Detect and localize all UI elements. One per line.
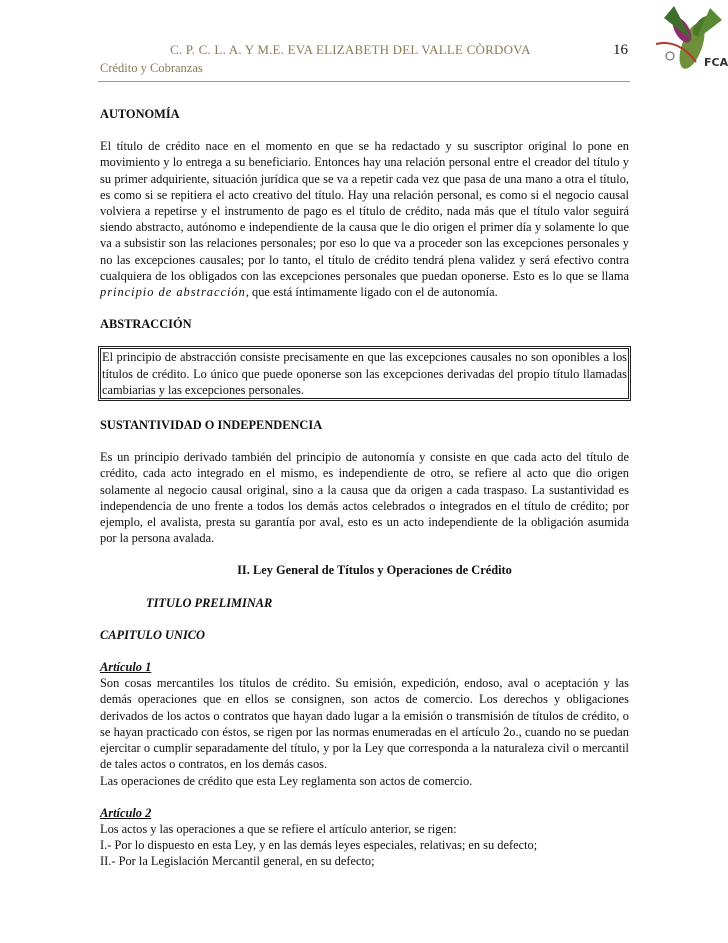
article-1-text-2: Las operaciones de crédito que esta Ley reglamenta son actos de comercio. <box>100 773 473 788</box>
heading-sustantividad: SUSTANTIVIDAD O INDEPENDENCIA <box>100 418 323 433</box>
article-1-title: Artículo 1 <box>100 660 152 675</box>
article-1 <box>100 659 629 789</box>
autonomia-text-end: , que está íntimamente ligado con el de autonomía. <box>245 285 498 300</box>
article-1-text: Son cosas mercantiles los títulos de crédito. Su emisión, expedición, endoso, aval o aceptación y las demás operaciones que en ellos se consignen, son actos de comercio. Los derechos y obligaciones derivados de los actos o contratos que hayan dado lugar a la emisión o transmisión de títulos de crédito, o se hayan practicado con éstos, se rigen por las normas enumeradas en el artículo 2o., cuando no se puedan ejercitar o cumplir separadamente del título, y por la Ley que corresponda a la naturaleza civil o mercantil de tales actos o contratos, en los demás casos. <box>100 676 629 772</box>
autonomia-italic-term: principio de abstracción <box>100 285 246 300</box>
header-author: C. P. C. L. A. Y M.E. EVA ELIZABETH DEL VALLE CÒRDOVA <box>170 42 531 57</box>
fca-logo <box>652 0 728 80</box>
heading-abstraccion: ABSTRACCIÓN <box>100 317 192 332</box>
paragraph-autonomia <box>100 138 629 300</box>
heading-autonomia: AUTONOMÍA <box>100 107 180 121</box>
header-subject: Crédito y Cobranzas <box>100 61 203 75</box>
heading-ley-general: II. Ley General de Títulos y Operaciones de Crédito <box>237 563 512 578</box>
article-2-line: II.- Por la Legislación Mercantil general, en su defecto; <box>100 854 375 869</box>
article-2-title: Artículo 2 <box>100 805 152 820</box>
article-2-line: I.- Por lo dispuesto en esta Ley, y en las demás leyes especiales, relativas; en su defecto; <box>100 838 538 853</box>
page-number: 16 <box>613 42 628 58</box>
article-2-line: Los actos y las operaciones a que se refiere el artículo anterior, se rigen: <box>100 821 457 836</box>
document-body <box>100 106 629 886</box>
article-2 <box>100 805 629 870</box>
heading-titulo-preliminar: TITULO PRELIMINAR <box>146 595 273 610</box>
heading-capitulo-unico: CAPITULO UNICO <box>100 627 205 642</box>
autonomia-text: El título de crédito nace en el momento en que se ha redactado y su suscriptor original lo pone en movimiento y lo entrega a su beneficiario. Entonces hay una relación personal entre el creador del título y su primer adquiriente, situación jurídica que se va a repetir cada vez que pasa de una mano a otra el título, es como si se repitiera el acto creativo del título. Hay una relación personal, es como si el negocio causal volviera a repetirse y el instrumento de pago es el título de crédito, nada más que el título valor seguirá siendo abstracto, autónomo e independiente de la causa que le dio origen el primer día y solamente lo que va a subsistir son las relaciones personales; por eso lo que va a proceder son las excepciones personales y no las excepciones causales; por lo tanto, el título de crédito tendrá plena validez y será efectivo contra cualquiera de los obligados con las excepciones personales que puedan oponerse. Esto es lo que se llama <box>100 139 629 283</box>
logo-text: FCA <box>704 56 728 69</box>
paragraph-sustantividad: Es un principio derivado también del principio de autonomía y consiste en que cada acto del título de crédito, cada acto integrado en el mismo, es independiente de otro, se refiere al acto que dio origen solamente al negocio causal original, sino a la causa que da origen a cada traspaso. La sustantividad es independencia de uno frente a todos los demás actos celebrados o integrados en el título de crédito; por ejemplo, el avalista, presta su garantía por aval, esto es un acto independiente de la obligación asumida por la persona avalada. <box>100 450 629 546</box>
boxed-paragraph-abstraccion: El principio de abstracción consiste precisamente en que las excepciones causales no son oponibles a los títulos de crédito. Lo único que puede oponerse son las excepciones derivadas del propio título llamadas cambiarias y las excepciones personales. <box>100 348 629 399</box>
header-divider <box>98 81 630 82</box>
